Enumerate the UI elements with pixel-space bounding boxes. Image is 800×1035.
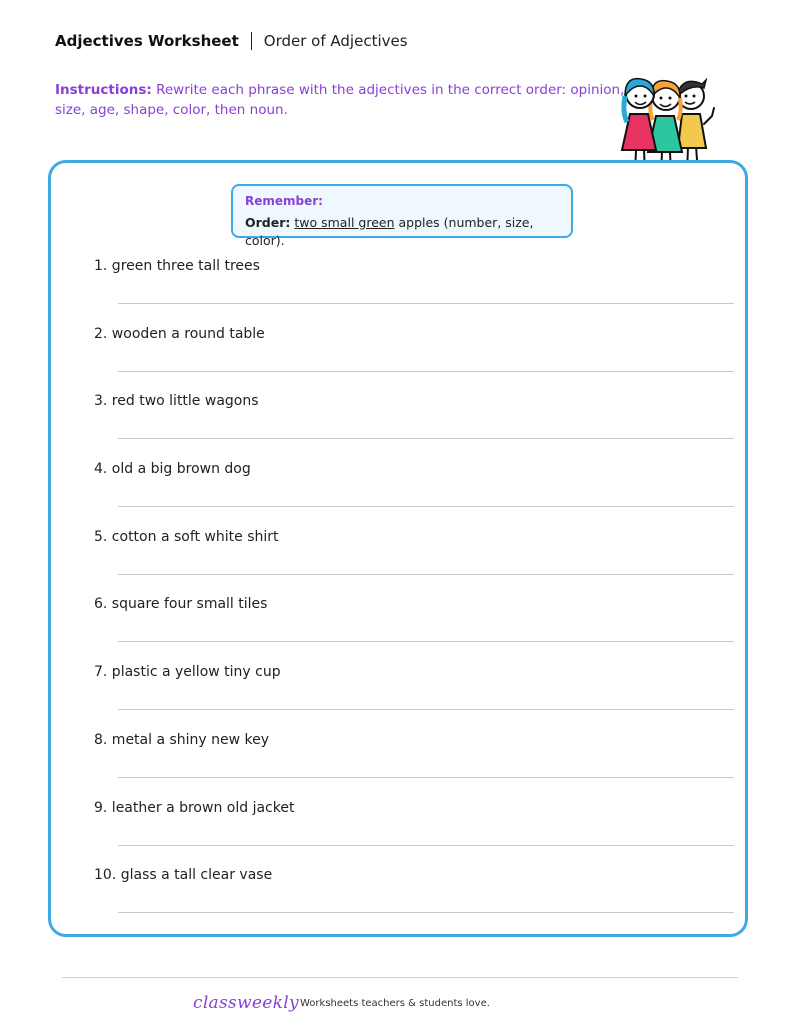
exercise-prompt: 5. cotton a soft white shirt: [94, 528, 279, 545]
remember-underlined-adjectives: two small green: [294, 215, 395, 230]
exercise-prompt: 4. old a big brown dog: [94, 461, 251, 478]
list-item: [94, 800, 734, 868]
exercise-prompt: 3. red two little wagons: [94, 393, 259, 410]
worksheet-title: Adjectives Worksheet: [55, 32, 239, 50]
instructions: [55, 80, 640, 120]
list-item: [94, 326, 734, 394]
answer-line[interactable]: [118, 912, 734, 913]
exercise-list: [94, 258, 734, 935]
list-item: [94, 393, 734, 461]
answer-line[interactable]: [118, 777, 734, 778]
footer-tagline: Worksheets teachers & students love.: [300, 998, 490, 1009]
answer-line[interactable]: [118, 574, 734, 575]
list-item: [94, 596, 734, 664]
list-item: [94, 258, 734, 326]
exercise-prompt: 7. plastic a yellow tiny cup: [94, 664, 281, 681]
answer-line[interactable]: [118, 709, 734, 710]
list-item: [94, 461, 734, 529]
answer-line[interactable]: [118, 371, 734, 372]
exercise-card: [48, 160, 748, 937]
exercise-prompt: 2. wooden a round table: [94, 325, 265, 342]
remember-title: Remember:: [245, 194, 323, 208]
exercise-prompt: 9. leather a brown old jacket: [94, 799, 295, 816]
worksheet-subtitle: Order of Adjectives: [263, 32, 408, 50]
exercise-prompt: 10. glass a tall clear vase: [94, 867, 273, 884]
answer-line[interactable]: [118, 303, 734, 304]
footer-divider: [62, 977, 738, 978]
list-item: [94, 664, 734, 732]
answer-line[interactable]: [118, 641, 734, 642]
instructions-text: Rewrite each phrase with the adjectives in the correct order: opinion, size, age, shape, color, then noun.: [55, 82, 625, 118]
list-item: [94, 529, 734, 597]
title-divider: [251, 32, 252, 50]
remember-example-rest: apples (number, size, color).: [245, 215, 534, 248]
remember-order-label: Order:: [245, 215, 291, 230]
answer-line[interactable]: [118, 506, 734, 507]
remember-example: [245, 214, 559, 250]
answer-line[interactable]: [118, 438, 734, 439]
exercise-prompt: 8. metal a shiny new key: [94, 731, 270, 748]
remember-box: [231, 184, 573, 248]
list-item: [94, 867, 734, 935]
worksheet-header: [55, 30, 408, 52]
exercise-prompt: 6. square four small tiles: [94, 596, 268, 613]
exercise-prompt: 1. green three tall trees: [94, 258, 260, 274]
brand-logo: classweekly: [193, 993, 299, 1013]
answer-line[interactable]: [118, 845, 734, 846]
instructions-label: Instructions:: [55, 82, 152, 98]
list-item: [94, 732, 734, 800]
